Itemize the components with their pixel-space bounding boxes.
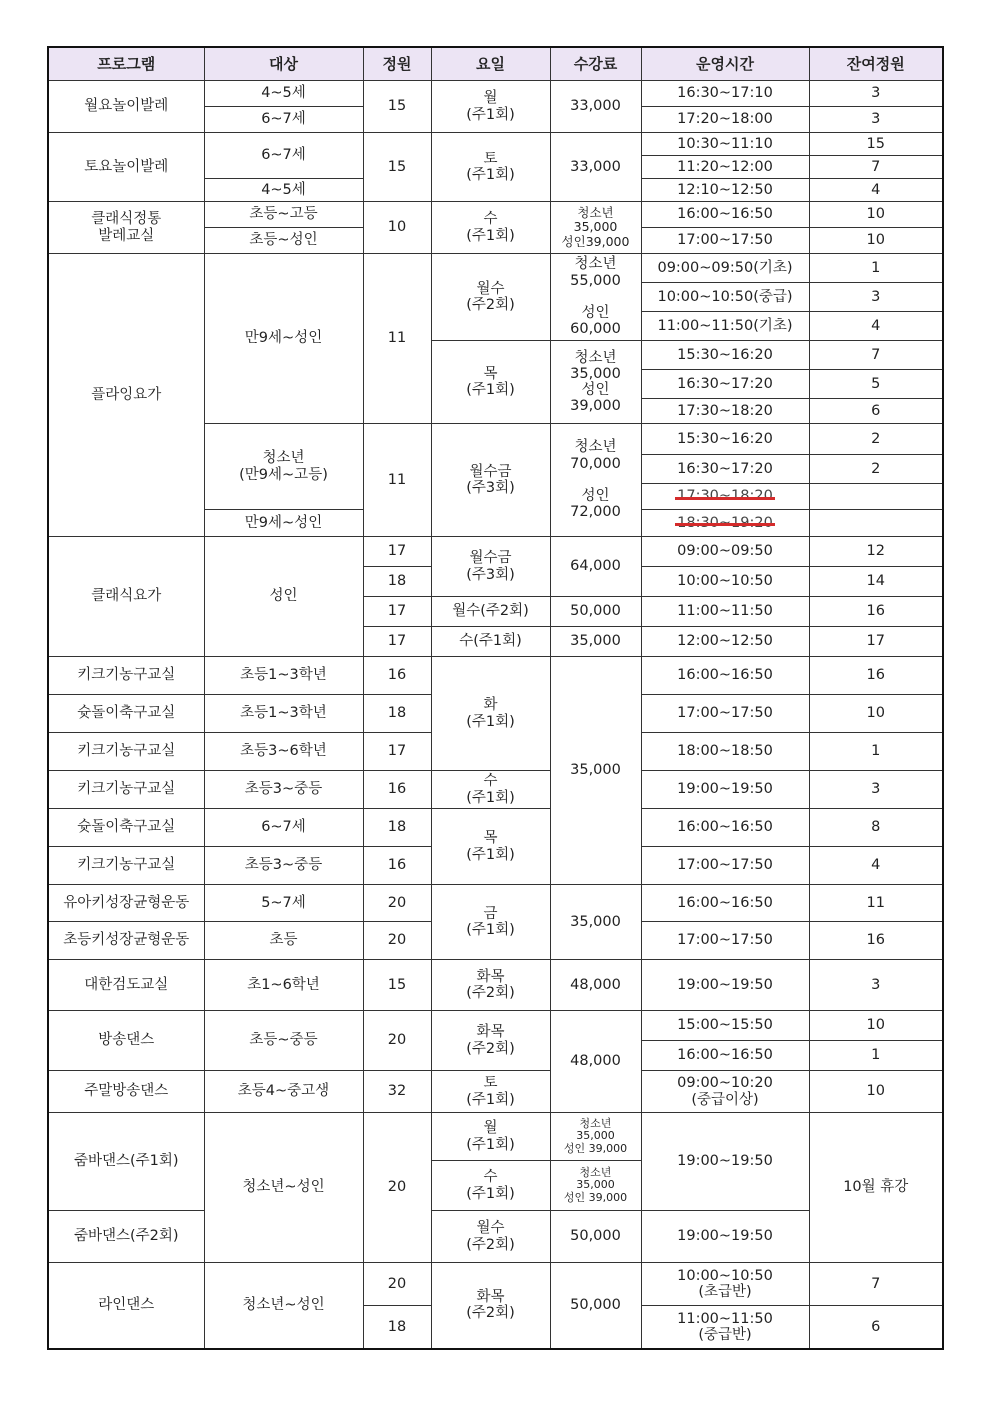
time-cancelled bbox=[641, 484, 809, 510]
program-name: 클래식정통 발레교실 bbox=[48, 202, 204, 254]
remaining: 12 bbox=[809, 537, 943, 567]
fee: 50,000 bbox=[550, 597, 641, 627]
time: 15:30~16:20 bbox=[641, 424, 809, 455]
target: 초등3~중등 bbox=[204, 847, 363, 885]
target: 6~7세 bbox=[204, 809, 363, 847]
time: 17:00~17:50 bbox=[641, 847, 809, 885]
program-name: 대한검도교실 bbox=[48, 960, 204, 1011]
capacity: 11 bbox=[363, 424, 431, 537]
table-row bbox=[48, 1071, 943, 1113]
time: 17:20~18:00 bbox=[641, 107, 809, 133]
table-row bbox=[48, 133, 943, 156]
day: 월수금 (주3회) bbox=[431, 537, 550, 597]
day: 화목 (주2회) bbox=[431, 1263, 550, 1349]
time: 19:00~19:50 bbox=[641, 960, 809, 1011]
capacity: 20 bbox=[363, 922, 431, 960]
target: 초등~고등 bbox=[204, 202, 363, 228]
remaining: 3 bbox=[809, 960, 943, 1011]
table-row bbox=[48, 202, 943, 228]
target: 초등~성인 bbox=[204, 228, 363, 254]
time: 12:10~12:50 bbox=[641, 179, 809, 202]
day: 월 (주1회) bbox=[431, 81, 550, 133]
fee: 청소년 35,000 성인39,000 bbox=[550, 202, 641, 254]
table-row bbox=[48, 81, 943, 107]
program-name: 키크기농구교실 bbox=[48, 847, 204, 885]
remaining: 15 bbox=[809, 133, 943, 156]
day: 월수금 (주3회) bbox=[431, 424, 550, 537]
capacity: 15 bbox=[363, 81, 431, 133]
time: 11:00~11:50(기초) bbox=[641, 312, 809, 341]
capacity: 16 bbox=[363, 847, 431, 885]
remaining: 6 bbox=[809, 1306, 943, 1349]
remaining: 2 bbox=[809, 455, 943, 484]
time: 09:00~09:50 bbox=[641, 537, 809, 567]
remaining: 17 bbox=[809, 627, 943, 657]
target: 6~7세 bbox=[204, 133, 363, 179]
day: 월수(주2회) bbox=[431, 597, 550, 627]
table-row bbox=[48, 960, 943, 1011]
remaining: 3 bbox=[809, 107, 943, 133]
fee: 50,000 bbox=[550, 1211, 641, 1263]
time: 17:30~18:20 bbox=[641, 399, 809, 424]
target: 6~7세 bbox=[204, 107, 363, 133]
time: 09:00~10:20 (중급이상) bbox=[641, 1071, 809, 1113]
program-name: 주말방송댄스 bbox=[48, 1071, 204, 1113]
target: 성인 bbox=[204, 537, 363, 657]
day: 월 (주1회) bbox=[431, 1113, 550, 1161]
program-name: 키크기농구교실 bbox=[48, 657, 204, 695]
day: 수 (주1회) bbox=[431, 771, 550, 809]
target: 초등1~3학년 bbox=[204, 695, 363, 733]
time: 10:30~11:10 bbox=[641, 133, 809, 156]
fee: 청소년 70,000 성인 72,000 bbox=[550, 424, 641, 537]
remaining: 10 bbox=[809, 695, 943, 733]
capacity: 11 bbox=[363, 254, 431, 424]
capacity: 17 bbox=[363, 733, 431, 771]
remaining: 16 bbox=[809, 597, 943, 627]
capacity: 20 bbox=[363, 1113, 431, 1263]
day: 토 (주1회) bbox=[431, 1071, 550, 1113]
day: 금 (주1회) bbox=[431, 885, 550, 960]
header-capacity: 정원 bbox=[363, 47, 431, 81]
capacity: 17 bbox=[363, 537, 431, 567]
remaining bbox=[809, 484, 943, 510]
day: 목 (주1회) bbox=[431, 341, 550, 424]
header-remaining: 잔여정원 bbox=[809, 47, 943, 81]
time: 10:00~10:50 (초급반) bbox=[641, 1263, 809, 1306]
remaining: 4 bbox=[809, 847, 943, 885]
day: 수 (주1회) bbox=[431, 1161, 550, 1211]
capacity: 17 bbox=[363, 597, 431, 627]
remaining: 10 bbox=[809, 228, 943, 254]
program-schedule-table bbox=[47, 46, 944, 1350]
target: 5~7세 bbox=[204, 885, 363, 922]
remaining: 10월 휴강 bbox=[809, 1113, 943, 1263]
remaining: 4 bbox=[809, 179, 943, 202]
time: 17:00~17:50 bbox=[641, 695, 809, 733]
day: 화 (주1회) bbox=[431, 657, 550, 771]
remaining: 10 bbox=[809, 202, 943, 228]
remaining: 7 bbox=[809, 156, 943, 179]
program-name: 방송댄스 bbox=[48, 1011, 204, 1071]
target: 초등3~중등 bbox=[204, 771, 363, 809]
header-target: 대상 bbox=[204, 47, 363, 81]
time: 16:00~16:50 bbox=[641, 1041, 809, 1071]
time: 16:30~17:20 bbox=[641, 370, 809, 399]
target: 4~5세 bbox=[204, 81, 363, 107]
strikethrough-time: 17:30~18:20 bbox=[677, 488, 773, 505]
fee: 64,000 bbox=[550, 537, 641, 597]
header-fee: 수강료 bbox=[550, 47, 641, 81]
target: 청소년 (만9세~고등) bbox=[204, 424, 363, 510]
day: 목 (주1회) bbox=[431, 809, 550, 885]
day: 토 (주1회) bbox=[431, 133, 550, 202]
fee: 청소년 35,000 성인 39,000 bbox=[550, 1161, 641, 1211]
time: 15:00~15:50 bbox=[641, 1011, 809, 1041]
day: 화목 (주2회) bbox=[431, 1011, 550, 1071]
time: 19:00~19:50 bbox=[641, 1113, 809, 1211]
time: 18:00~18:50 bbox=[641, 733, 809, 771]
capacity: 16 bbox=[363, 657, 431, 695]
fee: 35,000 bbox=[550, 657, 641, 885]
target: 청소년~성인 bbox=[204, 1113, 363, 1263]
fee: 48,000 bbox=[550, 1011, 641, 1113]
time: 16:30~17:20 bbox=[641, 455, 809, 484]
capacity: 18 bbox=[363, 809, 431, 847]
table-row bbox=[48, 1211, 943, 1263]
remaining: 10 bbox=[809, 1071, 943, 1113]
program-name: 키크기농구교실 bbox=[48, 733, 204, 771]
program-name: 유아키성장균형운동 bbox=[48, 885, 204, 922]
time-cancelled bbox=[641, 510, 809, 537]
remaining: 14 bbox=[809, 567, 943, 597]
remaining: 16 bbox=[809, 922, 943, 960]
target: 청소년~성인 bbox=[204, 1263, 363, 1349]
program-name: 줌바댄스(주1회) bbox=[48, 1113, 204, 1211]
time: 17:00~17:50 bbox=[641, 228, 809, 254]
fee: 청소년 35,000 성인 39,000 bbox=[550, 1113, 641, 1161]
program-name: 슛돌이축구교실 bbox=[48, 695, 204, 733]
target: 초등3~6학년 bbox=[204, 733, 363, 771]
capacity: 17 bbox=[363, 627, 431, 657]
remaining: 8 bbox=[809, 809, 943, 847]
day: 수 (주1회) bbox=[431, 202, 550, 254]
time: 16:00~16:50 bbox=[641, 809, 809, 847]
remaining: 3 bbox=[809, 81, 943, 107]
time: 11:00~11:50 (중급반) bbox=[641, 1306, 809, 1349]
remaining: 1 bbox=[809, 1041, 943, 1071]
day: 월수 (주2회) bbox=[431, 1211, 550, 1263]
target: 초등~중등 bbox=[204, 1011, 363, 1071]
time: 16:00~16:50 bbox=[641, 885, 809, 922]
fee: 35,000 bbox=[550, 885, 641, 960]
target: 초등4~중고생 bbox=[204, 1071, 363, 1113]
fee: 48,000 bbox=[550, 960, 641, 1011]
program-name: 슛돌이축구교실 bbox=[48, 809, 204, 847]
program-name: 키크기농구교실 bbox=[48, 771, 204, 809]
time: 10:00~10:50(중급) bbox=[641, 283, 809, 312]
target: 만9세~성인 bbox=[204, 510, 363, 537]
remaining: 3 bbox=[809, 283, 943, 312]
time: 09:00~09:50(기초) bbox=[641, 254, 809, 283]
day: 화목 (주2회) bbox=[431, 960, 550, 1011]
time: 12:00~12:50 bbox=[641, 627, 809, 657]
header-day: 요일 bbox=[431, 47, 550, 81]
remaining bbox=[809, 510, 943, 537]
remaining: 1 bbox=[809, 254, 943, 283]
target: 만9세~성인 bbox=[204, 254, 363, 424]
time: 16:30~17:10 bbox=[641, 81, 809, 107]
time: 19:00~19:50 bbox=[641, 771, 809, 809]
program-name: 토요놀이발레 bbox=[48, 133, 204, 202]
time: 11:20~12:00 bbox=[641, 156, 809, 179]
program-name: 클래식요가 bbox=[48, 537, 204, 657]
fee: 청소년 55,000 성인 60,000 bbox=[550, 254, 641, 341]
capacity: 20 bbox=[363, 885, 431, 922]
remaining: 5 bbox=[809, 370, 943, 399]
header-program: 프로그램 bbox=[48, 47, 204, 81]
capacity: 20 bbox=[363, 1011, 431, 1071]
remaining: 7 bbox=[809, 341, 943, 370]
time: 16:00~16:50 bbox=[641, 202, 809, 228]
table-row bbox=[48, 885, 943, 922]
time: 16:00~16:50 bbox=[641, 657, 809, 695]
capacity: 18 bbox=[363, 695, 431, 733]
remaining: 16 bbox=[809, 657, 943, 695]
remaining: 2 bbox=[809, 424, 943, 455]
capacity: 16 bbox=[363, 771, 431, 809]
table-row bbox=[48, 1263, 943, 1306]
time: 19:00~19:50 bbox=[641, 1211, 809, 1263]
capacity: 18 bbox=[363, 1306, 431, 1349]
remaining: 1 bbox=[809, 733, 943, 771]
capacity: 15 bbox=[363, 133, 431, 202]
time: 11:00~11:50 bbox=[641, 597, 809, 627]
capacity: 20 bbox=[363, 1263, 431, 1306]
program-name: 라인댄스 bbox=[48, 1263, 204, 1349]
remaining: 4 bbox=[809, 312, 943, 341]
table-row bbox=[48, 537, 943, 567]
strikethrough-time: 18:30~19:20 bbox=[677, 514, 773, 531]
fee: 33,000 bbox=[550, 133, 641, 202]
capacity: 18 bbox=[363, 567, 431, 597]
table-row bbox=[48, 657, 943, 695]
fee: 50,000 bbox=[550, 1263, 641, 1349]
header-row bbox=[48, 47, 943, 81]
capacity: 15 bbox=[363, 960, 431, 1011]
table-row bbox=[48, 254, 943, 283]
capacity: 10 bbox=[363, 202, 431, 254]
target: 초1~6학년 bbox=[204, 960, 363, 1011]
fee: 33,000 bbox=[550, 81, 641, 133]
fee: 35,000 bbox=[550, 627, 641, 657]
remaining: 3 bbox=[809, 771, 943, 809]
target: 초등 bbox=[204, 922, 363, 960]
remaining: 10 bbox=[809, 1011, 943, 1041]
program-name: 플라잉요가 bbox=[48, 254, 204, 537]
target: 초등1~3학년 bbox=[204, 657, 363, 695]
table-row bbox=[48, 1011, 943, 1041]
program-name: 초등키성장균형운동 bbox=[48, 922, 204, 960]
time: 17:00~17:50 bbox=[641, 922, 809, 960]
remaining: 6 bbox=[809, 399, 943, 424]
capacity: 32 bbox=[363, 1071, 431, 1113]
remaining: 11 bbox=[809, 885, 943, 922]
program-name: 월요놀이발레 bbox=[48, 81, 204, 133]
time: 15:30~16:20 bbox=[641, 341, 809, 370]
table-row bbox=[48, 771, 943, 809]
remaining: 7 bbox=[809, 1263, 943, 1306]
day: 수(주1회) bbox=[431, 627, 550, 657]
header-time: 운영시간 bbox=[641, 47, 809, 81]
fee: 청소년 35,000 성인 39,000 bbox=[550, 341, 641, 424]
table-row bbox=[48, 1113, 943, 1161]
day: 월수 (주2회) bbox=[431, 254, 550, 341]
table-row bbox=[48, 809, 943, 847]
time: 10:00~10:50 bbox=[641, 567, 809, 597]
program-name: 줌바댄스(주2회) bbox=[48, 1211, 204, 1263]
target: 4~5세 bbox=[204, 179, 363, 202]
